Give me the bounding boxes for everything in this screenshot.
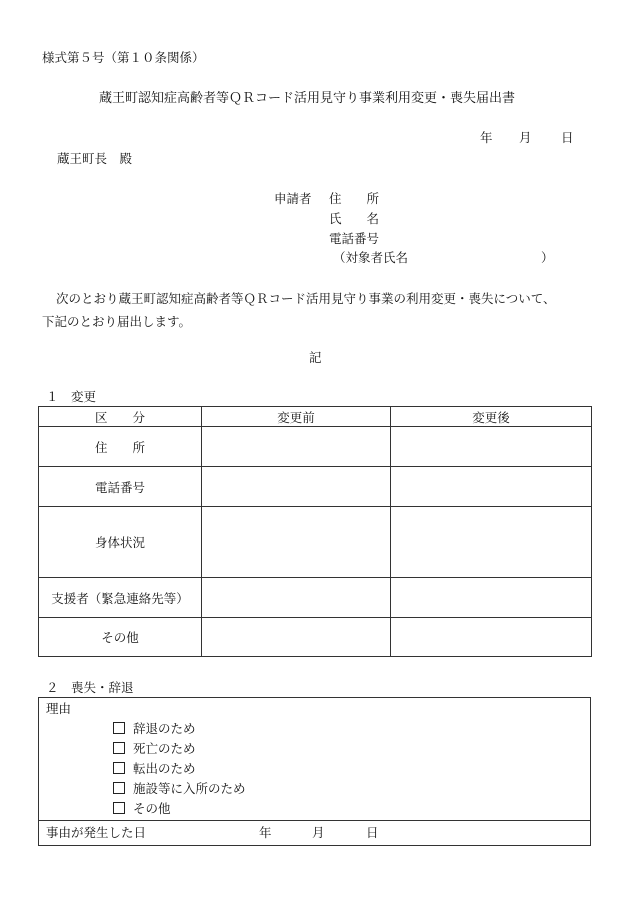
form-title: 蔵王町認知症高齢者等ＱＲコード活用見守り事業利用変更・喪失届出書 — [99, 91, 516, 106]
row-label-phone: 電話番号 — [39, 467, 202, 507]
occurrence-day: 日 — [366, 825, 379, 840]
occurrence-month: 月 — [312, 825, 325, 840]
cell-physical-before[interactable] — [202, 507, 391, 578]
cell-other-after[interactable] — [391, 618, 592, 657]
option-death[interactable]: 死亡のため — [113, 741, 196, 757]
form-number: 様式第５号（第１０条関係） — [42, 50, 205, 65]
cell-physical-after[interactable] — [391, 507, 592, 578]
date-day: 日 — [561, 130, 574, 145]
cell-phone-before[interactable] — [202, 467, 391, 507]
cell-address-before[interactable] — [202, 427, 391, 467]
withdrawal-box — [38, 697, 591, 846]
box-divider — [39, 820, 590, 821]
row-label-address: 住 所 — [39, 427, 202, 467]
table-row — [39, 467, 592, 507]
addressee: 蔵王町長 殿 — [57, 151, 133, 166]
applicant-phone-label: 電話番号 — [329, 231, 380, 246]
occurrence-date-label: 事由が発生した日 — [46, 825, 147, 840]
col-header-category: 区 分 — [39, 407, 202, 427]
date-month: 月 — [519, 130, 532, 145]
table-row — [39, 507, 592, 578]
row-label-physical: 身体状況 — [39, 507, 202, 578]
table-row — [39, 427, 592, 467]
section1-heading: １ 変更 — [46, 389, 97, 404]
checkbox-icon[interactable] — [113, 742, 125, 754]
applicant-name-label: 氏 名 — [329, 211, 380, 226]
body-text — [42, 287, 602, 333]
option-moved-out[interactable]: 転出のため — [113, 761, 196, 777]
cell-supporter-after[interactable] — [391, 578, 592, 618]
cell-phone-after[interactable] — [391, 467, 592, 507]
checkbox-icon[interactable] — [113, 782, 125, 794]
checkbox-icon[interactable] — [113, 802, 125, 814]
option-facility[interactable]: 施設等に入所のため — [113, 781, 246, 797]
occurrence-year: 年 — [259, 825, 272, 840]
option-other[interactable]: その他 — [113, 801, 171, 817]
date-year: 年 — [480, 130, 493, 145]
ki-mark: 記 — [309, 350, 322, 365]
body-line-1: 次のとおり蔵王町認知症高齢者等ＱＲコード活用見守り事業の利用変更・喪失について、 — [56, 291, 556, 306]
cell-address-after[interactable] — [391, 427, 592, 467]
row-label-other: その他 — [39, 618, 202, 657]
checkbox-icon[interactable] — [113, 722, 125, 734]
change-table — [38, 406, 592, 657]
col-header-after: 変更後 — [391, 407, 592, 427]
reason-label: 理由 — [46, 701, 72, 716]
table-header-row — [39, 407, 592, 427]
table-row — [39, 578, 592, 618]
cell-supporter-before[interactable] — [202, 578, 391, 618]
target-person-label: （対象者氏名 — [333, 250, 409, 265]
option-withdraw[interactable]: 辞退のため — [113, 721, 196, 737]
cell-other-before[interactable] — [202, 618, 391, 657]
col-header-before: 変更前 — [202, 407, 391, 427]
row-label-supporter: 支援者（緊急連絡先等） — [39, 578, 202, 618]
target-person-close: ） — [541, 250, 554, 265]
checkbox-icon[interactable] — [113, 762, 125, 774]
section2-heading: ２ 喪失・辞退 — [46, 680, 134, 695]
applicant-address-label: 住 所 — [329, 191, 380, 206]
body-line-2: 下記のとおり届出します。 — [42, 314, 192, 329]
applicant-label: 申請者 — [274, 191, 312, 206]
table-row — [39, 618, 592, 657]
